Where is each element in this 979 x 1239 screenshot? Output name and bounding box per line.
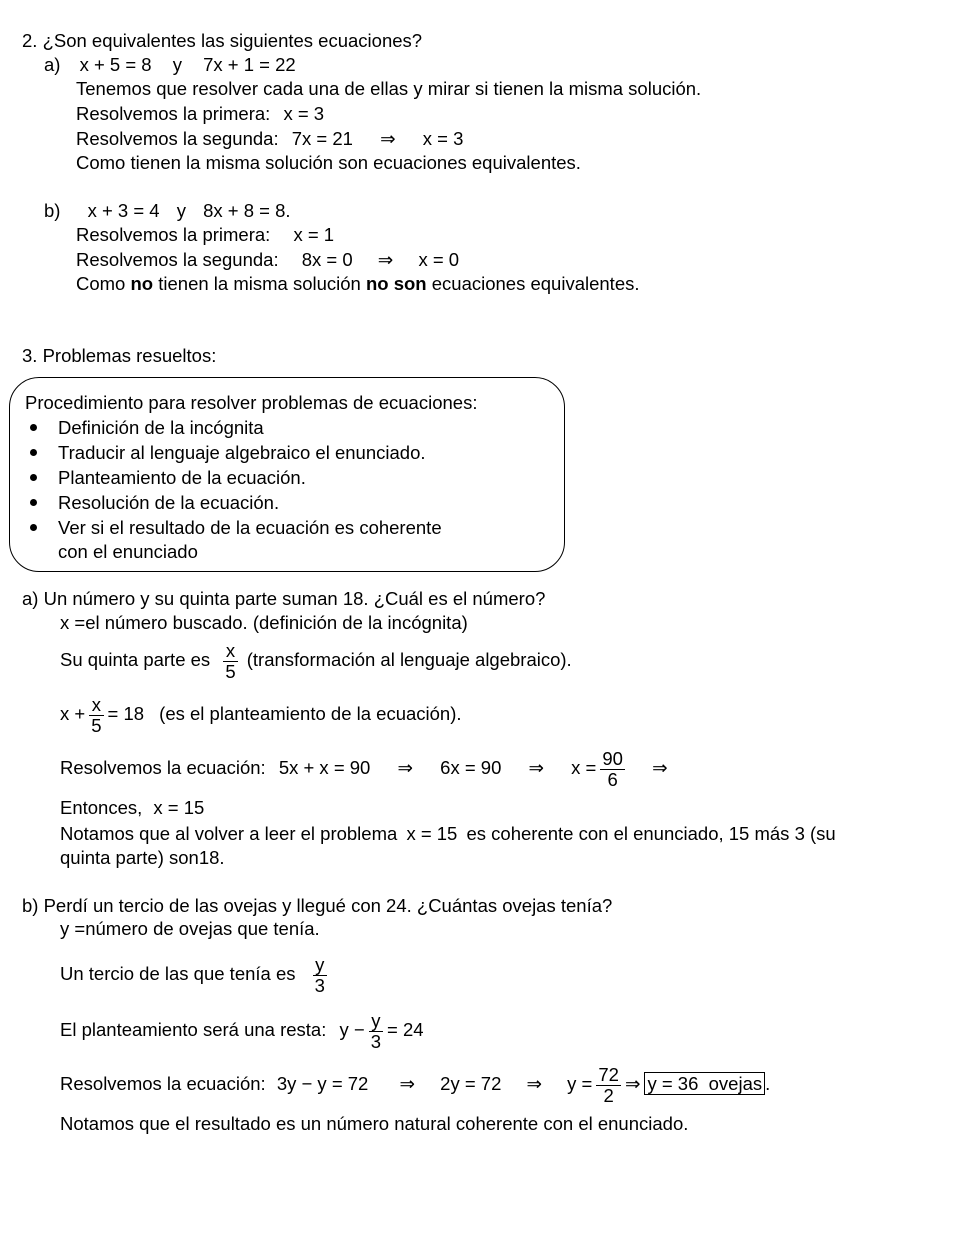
implies-icon: ⇒ [624,1073,641,1094]
equation-1: x + 3 = 4 [87,200,160,221]
denominator: 2 [603,1084,614,1106]
period: . [765,1073,771,1094]
problem-a-definition [60,612,468,634]
text: Notamos que al volver a leer el problema [60,823,398,844]
procedure-item-1: Definición de la incógnita [58,417,264,438]
section-2-heading: 2. ¿Son equivalentes las siguientes ecuaciones? [22,30,423,51]
problem-a-solve [60,746,668,790]
math1: 7x = 21 [291,128,353,149]
denominator: 6 [607,768,618,790]
exercise-2b-line3 [76,249,459,271]
procedure-item-4: Resolución de la ecuación. [58,492,280,513]
note: (transformación al lenguaje algebraico). [246,649,572,670]
implies-icon: ⇒ [377,249,394,270]
exercise-2a-equations [44,54,296,76]
math-post: = 18 [107,703,145,724]
numerator: x [89,695,103,716]
numerator: y [313,955,327,976]
math: x = [60,612,86,633]
numerator: 72 [598,1063,619,1085]
procedure-item-5-cont: con el enunciado [58,541,198,562]
fraction-y-over-3 [313,955,327,996]
implies-icon: ⇒ [528,757,545,778]
math2: x = 0 [418,249,460,270]
bullet-icon [30,424,37,431]
text: Entonces, [60,797,143,818]
text: Resolvemos la primera: [76,103,271,124]
bullet-icon [30,474,37,481]
problem-a-translation [60,638,572,682]
exercise-2a-line4: Como tienen la misma solución son ecuaciones equivalentes. [76,152,581,173]
math3: x = [571,757,597,778]
problem-a-then [60,797,204,819]
problem-b-statement: b) Perdí un tercio de las ovejas y llegué con 24. ¿Cuántas ovejas tenía? [22,895,613,916]
problem-a-equation [60,692,462,736]
bullet-icon [30,499,37,506]
label-b: b) [44,200,61,221]
problem-a-statement: a) Un número y su quinta parte suman 18. ¿Cuál es el número? [22,588,546,609]
text: Un tercio de las que tenía es [60,963,296,984]
math2: 6x = 90 [440,757,502,778]
problem-b-third [60,952,331,996]
numerator: x [223,641,237,662]
bullet-icon [30,449,37,456]
fraction-x-over-5 [89,695,103,736]
math2: 2y = 72 [440,1073,502,1094]
procedure-item-5: Ver si el resultado de la ecuación es coherente [58,517,442,538]
procedure-item-3: Planteamiento de la ecuación. [58,467,306,488]
text: Resolvemos la ecuación: [60,757,266,778]
bold-no-son: no son [365,273,427,294]
math: x = 1 [293,224,335,245]
problem-b-note: Notamos que el resultado es un número natural coherente con el enunciado. [60,1113,689,1134]
denominator: 3 [314,974,325,996]
label-a: a) [44,54,61,75]
text: Resolvemos la segunda: [76,249,279,270]
exercise-2b-line4 [76,273,640,295]
denominator: 5 [91,714,102,736]
text-part: ecuaciones equivalentes. [426,273,640,294]
implies-icon: ⇒ [652,757,668,778]
conjunction-y: y [172,54,182,75]
implies-icon: ⇒ [526,1073,543,1094]
problem-b-equation [60,1008,424,1052]
fraction-72-over-2 [596,1065,621,1106]
text-part: tienen la misma solución [153,273,366,294]
equation-2: 7x + 1 = 22 [203,54,296,75]
numerator: y [369,1011,383,1032]
note: (es el planteamiento de la ecuación). [159,703,462,724]
exercise-2a-line2 [76,103,324,125]
fraction-x-over-5 [223,641,237,682]
implies-icon: ⇒ [380,128,396,149]
math-pre: x + [60,703,86,724]
text: es coherente con el enunciado, 15 más 3 (su [466,823,836,844]
math-pre: y − [339,1019,365,1040]
text: el número buscado. (definición de la incógnita) [85,612,468,633]
problem-a-note [60,823,836,845]
math: y = [60,918,86,939]
math: x = 15 [153,797,205,818]
denominator: 3 [370,1030,381,1052]
math2: x = 3 [422,128,464,149]
problem-b-definition [60,918,320,940]
bold-no: no [130,273,154,294]
text: número de ovejas que tenía. [85,918,320,939]
math3: y = [567,1073,593,1094]
exercise-2a-line3 [76,128,463,150]
math-post: = 24 [387,1019,424,1040]
text: Resolvemos la segunda: [76,128,279,149]
section-3-heading: 3. Problemas resueltos: [22,345,217,366]
fraction-y-over-3 [369,1011,383,1052]
answer-box: y = 36 ovejas [644,1072,765,1095]
math: x = 15 [406,823,458,844]
text: Su quinta parte es [60,649,211,670]
bullet-icon [30,524,37,531]
exercise-2b-line2 [76,224,334,246]
exercise-2b-equations [44,200,291,222]
math1: 3y − y = 72 [276,1073,369,1094]
denominator: 5 [225,660,236,682]
conjunction-y: y [176,200,186,221]
text: Resolvemos la primera: [76,224,271,245]
problem-b-solve [60,1062,770,1106]
text: El planteamiento será una resta: [60,1019,327,1040]
procedure-title: Procedimiento para resolver problemas de ecuaciones: [25,392,478,413]
procedure-item-2: Traducir al lenguaje algebraico el enunciado. [58,442,426,463]
text-part: Como [76,273,131,294]
exercise-2a-line1: Tenemos que resolver cada una de ellas y mirar si tienen la misma solución. [76,78,702,99]
problem-a-note-cont: quinta parte) son18. [60,847,225,868]
text: Resolvemos la ecuación: [60,1073,266,1094]
math: x = 3 [283,103,325,124]
math1: 5x + x = 90 [278,757,371,778]
equation-1: x + 5 = 8 [79,54,152,75]
math1: 8x = 0 [301,249,353,270]
numerator: 90 [602,747,623,769]
equation-2: 8x + 8 = 8. [203,200,291,221]
implies-icon: ⇒ [397,757,414,778]
fraction-90-over-6 [600,749,625,790]
implies-icon: ⇒ [399,1073,416,1094]
